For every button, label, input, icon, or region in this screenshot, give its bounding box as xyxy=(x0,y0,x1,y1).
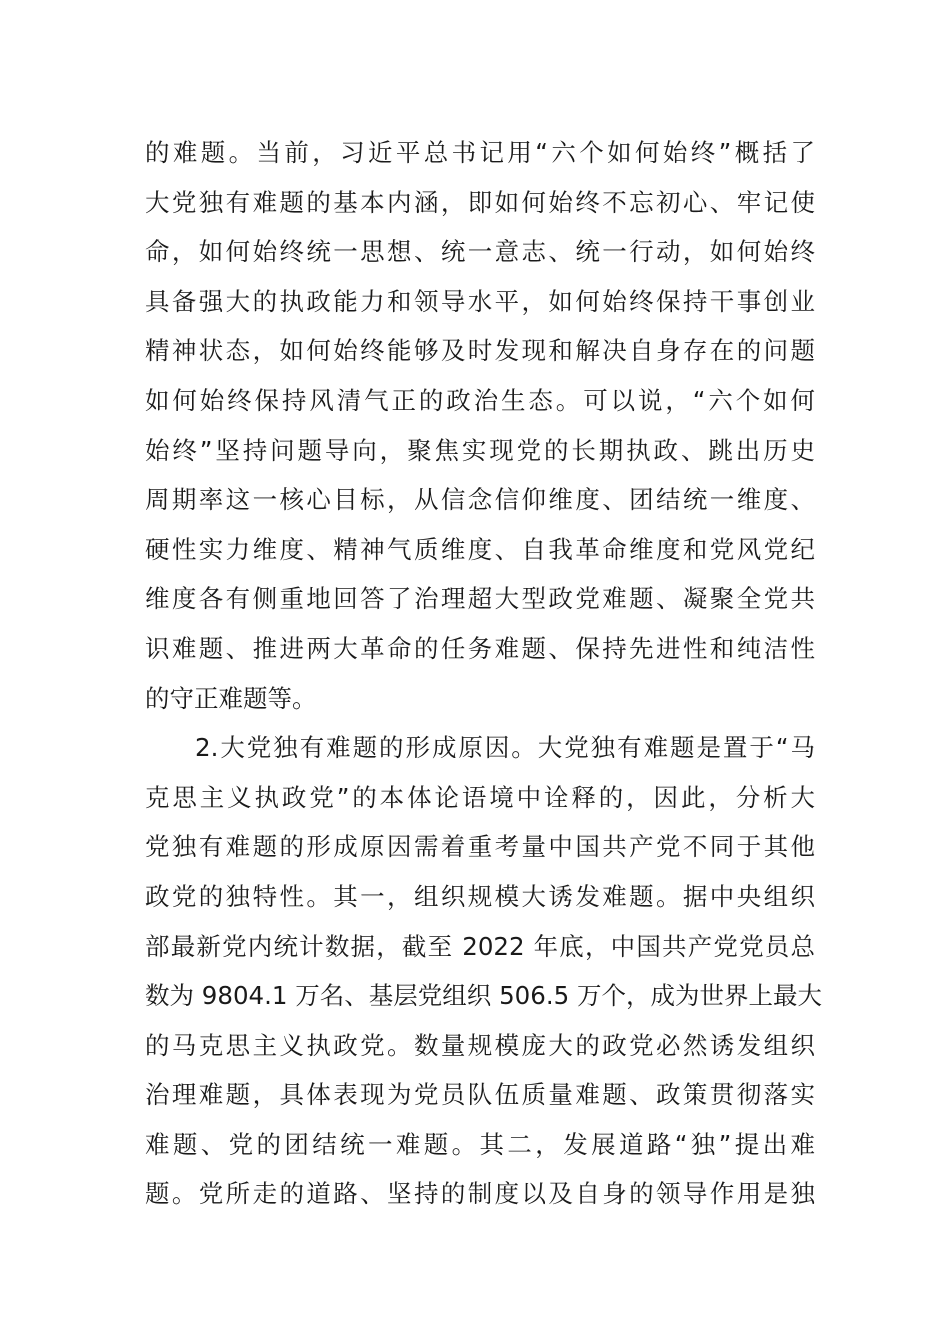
paragraph-1-line-1: 的难题。当前，习近平总书记用“六个如何始终”概括了 xyxy=(145,138,815,167)
paragraph-1-line-2: 大党独有难题的基本内涵，即如何始终不忘初心、牢记使 xyxy=(145,187,815,217)
paragraph-2-line-7: 的马克思主义执政党。数量规模庞大的政党必然诱发组织 xyxy=(145,1030,815,1060)
paragraph-2-line-5: 部最新党内统计数据，截至 2022 年底，中国共产党党员总 xyxy=(145,931,815,961)
paragraph-1-line-12: 的守正难题等。 xyxy=(145,683,317,713)
paragraph-2-line-10: 题。党所走的道路、坚持的制度以及自身的领导作用是独 xyxy=(145,1179,815,1209)
paragraph-2-line-4: 政党的独特性。其一，组织规模大诱发难题。据中央组织 xyxy=(145,881,815,911)
paragraph-1-line-7: 始终”坚持问题导向，聚焦实现党的长期执政、跳出历史 xyxy=(145,435,815,465)
paragraph-1-line-9: 硬性实力维度、精神气质维度、自我革命维度和党风党纪 xyxy=(145,534,815,564)
paragraph-1-line-4: 具备强大的执政能力和领导水平，如何始终保持干事创业 xyxy=(145,286,815,316)
paragraph-1-line-3: 命，如何始终统一思想、统一意志、统一行动，如何始终 xyxy=(145,237,815,267)
paragraph-2-line-9: 难题、党的团结统一难题。其二，发展道路“独”提出难 xyxy=(145,1129,815,1159)
paragraph-2-line-1: 2.大党独有难题的形成原因。大党独有难题是置于“马 xyxy=(195,733,815,763)
paragraph-2-line-3: 党独有难题的形成原因需着重考量中国共产党不同于其他 xyxy=(145,832,815,862)
paragraph-2-line-8: 治理难题，具体表现为党员队伍质量难题、政策贯彻落实 xyxy=(145,1080,815,1110)
body-text xyxy=(145,128,823,1219)
paragraph-1-line-11: 识难题、推进两大革命的任务难题、保持先进性和纯洁性 xyxy=(145,633,815,663)
paragraph-2-line-6: 数为 9804.1 万名、基层党组织 506.5 万个，成为世界上最大 xyxy=(145,981,823,1011)
paragraph-1-line-5: 精神状态，如何始终能够及时发现和解决自身存在的问题 xyxy=(145,336,815,366)
paragraph-1-line-8: 周期率这一核心目标，从信念信仰维度、团结统一维度、 xyxy=(145,485,815,515)
paragraph-2-line-2: 克思主义执政党”的本体论语境中诠释的，因此，分析大 xyxy=(145,782,815,812)
paragraph-1-line-10: 维度各有侧重地回答了治理超大型政党难题、凝聚全党共 xyxy=(145,584,815,614)
paragraph-1-line-6: 如何始终保持风清气正的政治生态。可以说，“六个如何 xyxy=(145,385,815,415)
